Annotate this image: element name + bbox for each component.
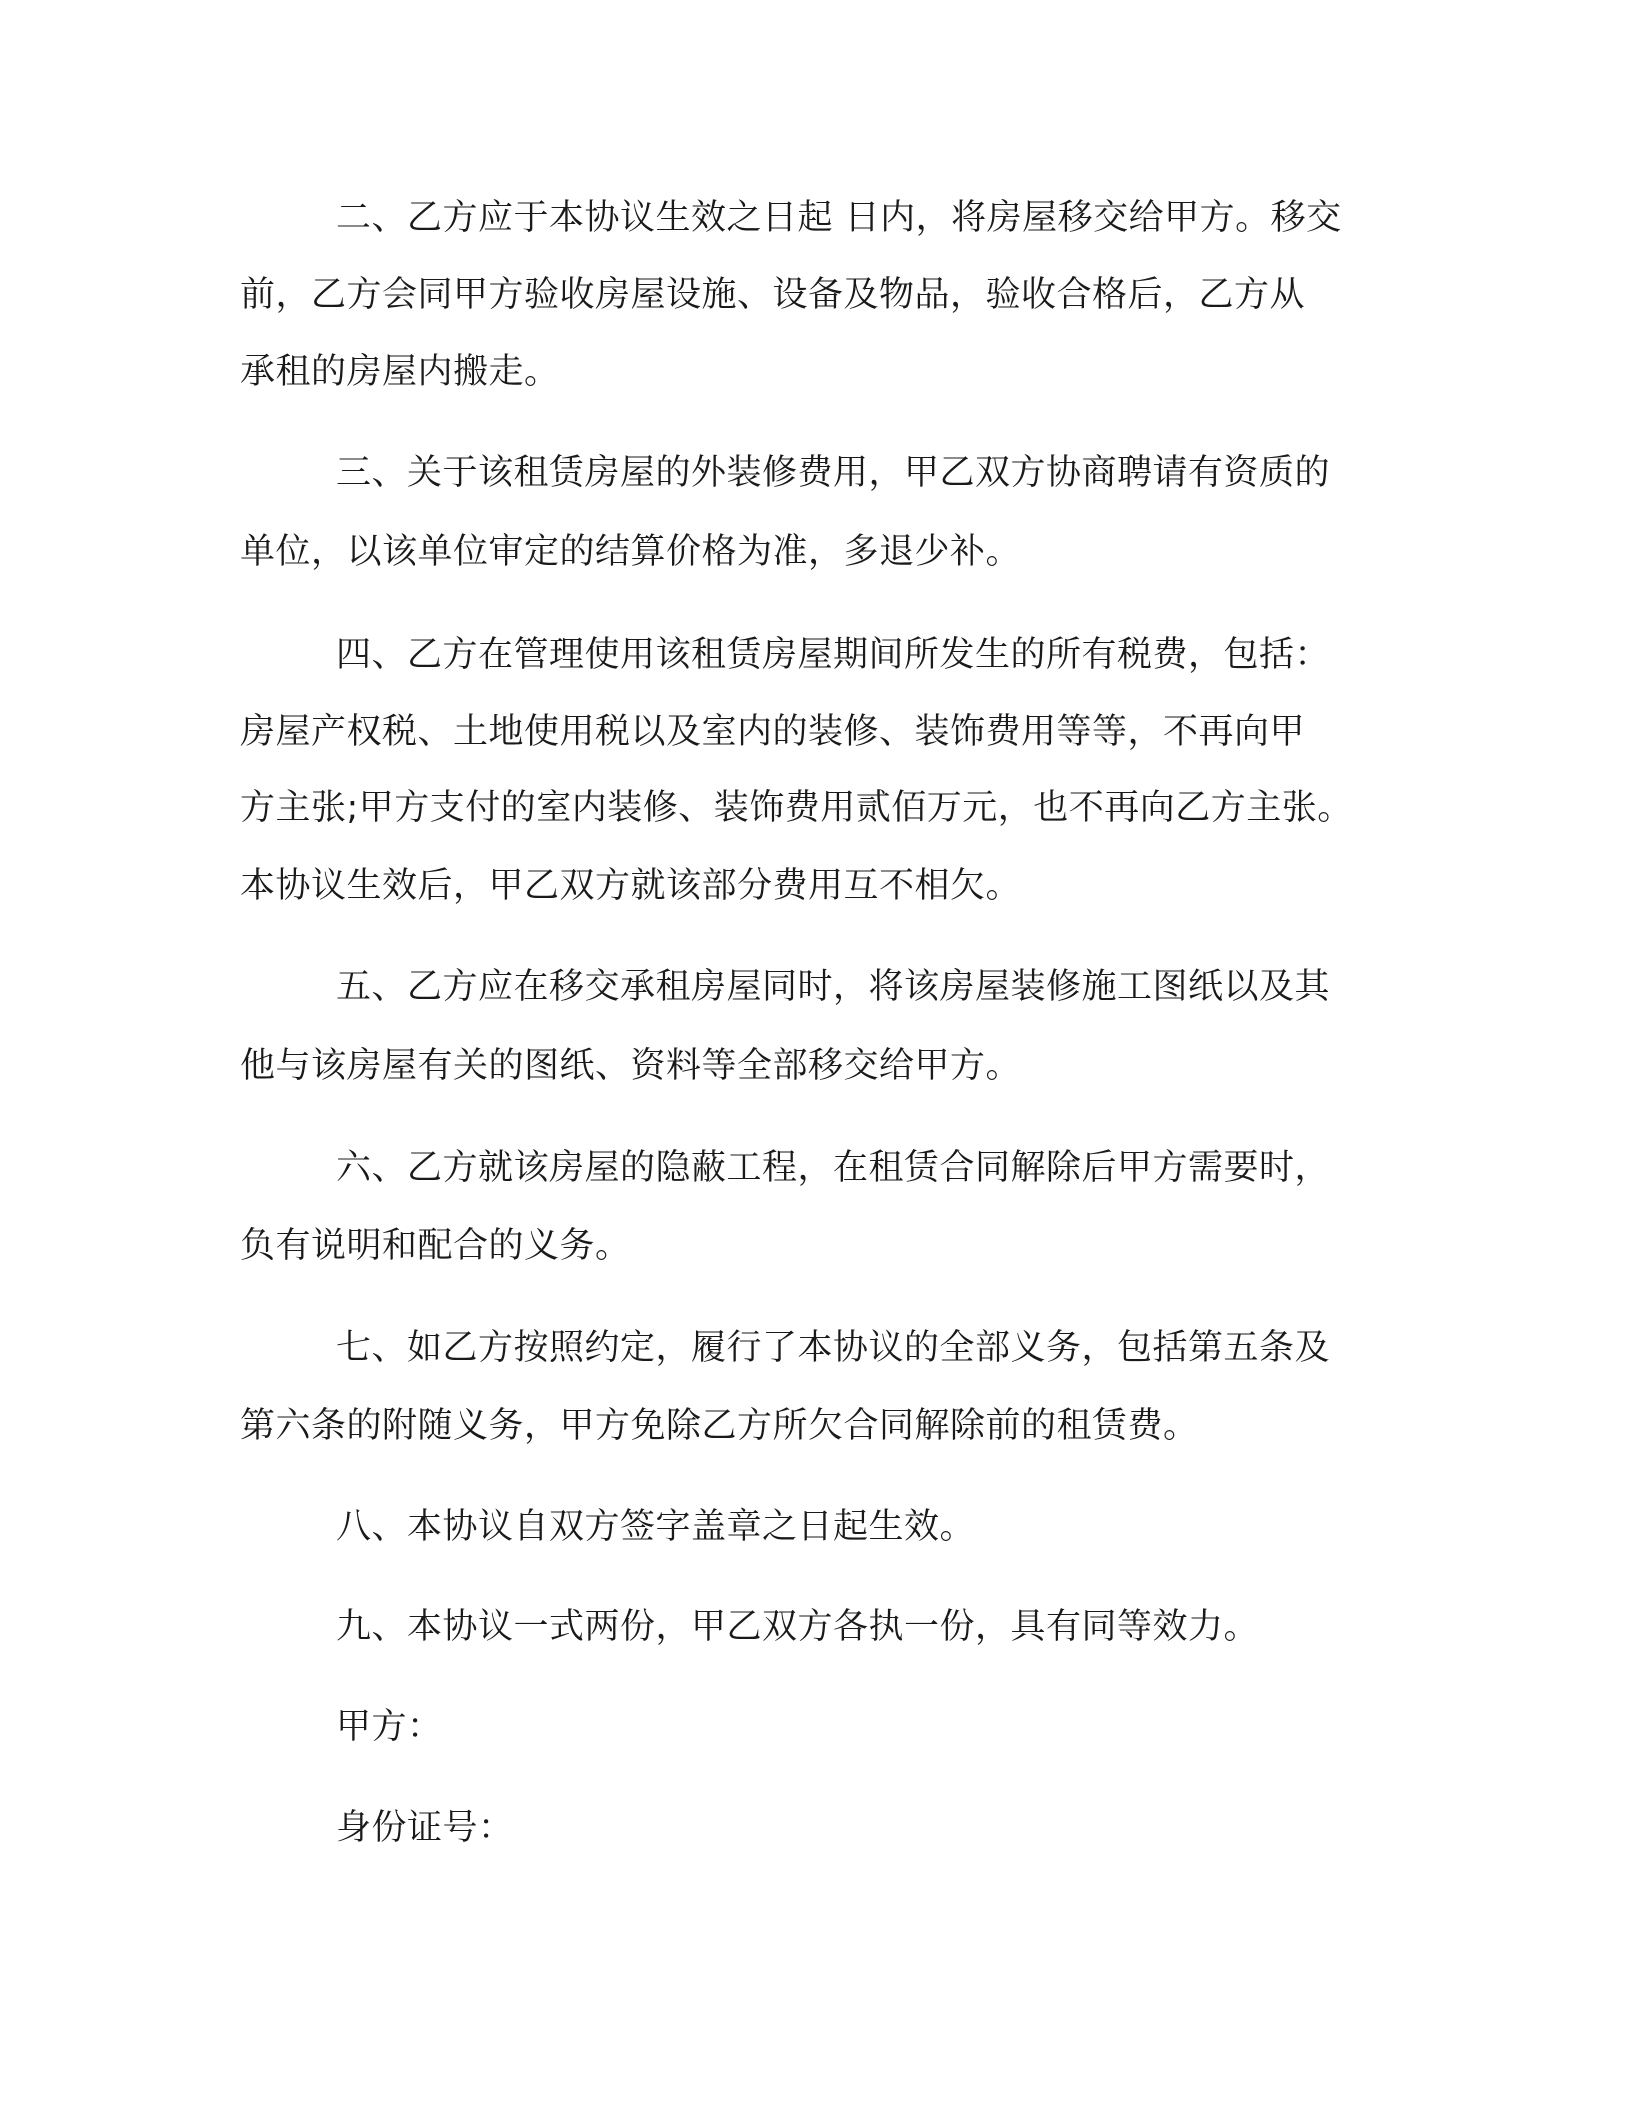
clause-6-line-1: 六、乙方就该房屋的隐蔽工程，在租赁合同解除后甲方需要时， (336, 1148, 1331, 1188)
party-a-label: 甲方： (336, 1707, 443, 1747)
clause-4-line-3: 方主张;甲方支付的室内装修、装饰费用贰佰万元，也不再向乙方主张。 (240, 788, 1353, 828)
clause-3-line-2: 单位，以该单位审定的结算价格为准，多退少补。 (240, 532, 1022, 572)
clause-6-line-2: 负有说明和配合的义务。 (240, 1226, 631, 1266)
clause-4-line-2: 房屋产权税、土地使用税以及室内的装修、装饰费用等等，不再向甲 (240, 712, 1306, 752)
clause-5-line-1: 五、乙方应在移交承租房屋同时，将该房屋装修施工图纸以及其 (336, 967, 1331, 1007)
clause-5-line-2: 他与该房屋有关的图纸、资料等全部移交给甲方。 (240, 1046, 1022, 1086)
clause-3-line-1: 三、关于该租赁房屋的外装修费用，甲乙双方协商聘请有资质的 (336, 453, 1331, 493)
clause-4-line-1: 四、乙方在管理使用该租赁房屋期间所发生的所有税费，包括： (336, 635, 1331, 675)
clause-7-line-2: 第六条的附随义务，甲方免除乙方所欠合同解除前的租赁费。 (240, 1406, 1199, 1446)
id-number-label: 身份证号： (336, 1808, 514, 1848)
clause-9-line-1: 九、本协议一式两份，甲乙双方各执一份，具有同等效力。 (336, 1607, 1260, 1647)
clause-7-line-1: 七、如乙方按照约定，履行了本协议的全部义务，包括第五条及 (336, 1328, 1331, 1368)
clause-2-line-3: 承租的房屋内搬走。 (240, 352, 560, 392)
clause-4-line-4: 本协议生效后，甲乙双方就该部分费用互不相欠。 (240, 866, 1022, 906)
clause-8-line-1: 八、本协议自双方签字盖章之日起生效。 (336, 1507, 976, 1547)
clause-2-line-1: 二、乙方应于本协议生效之日起 日内，将房屋移交给甲方。移交 (336, 198, 1342, 238)
clause-2-line-2: 前，乙方会同甲方验收房屋设施、设备及物品，验收合格后，乙方从 (240, 275, 1306, 315)
